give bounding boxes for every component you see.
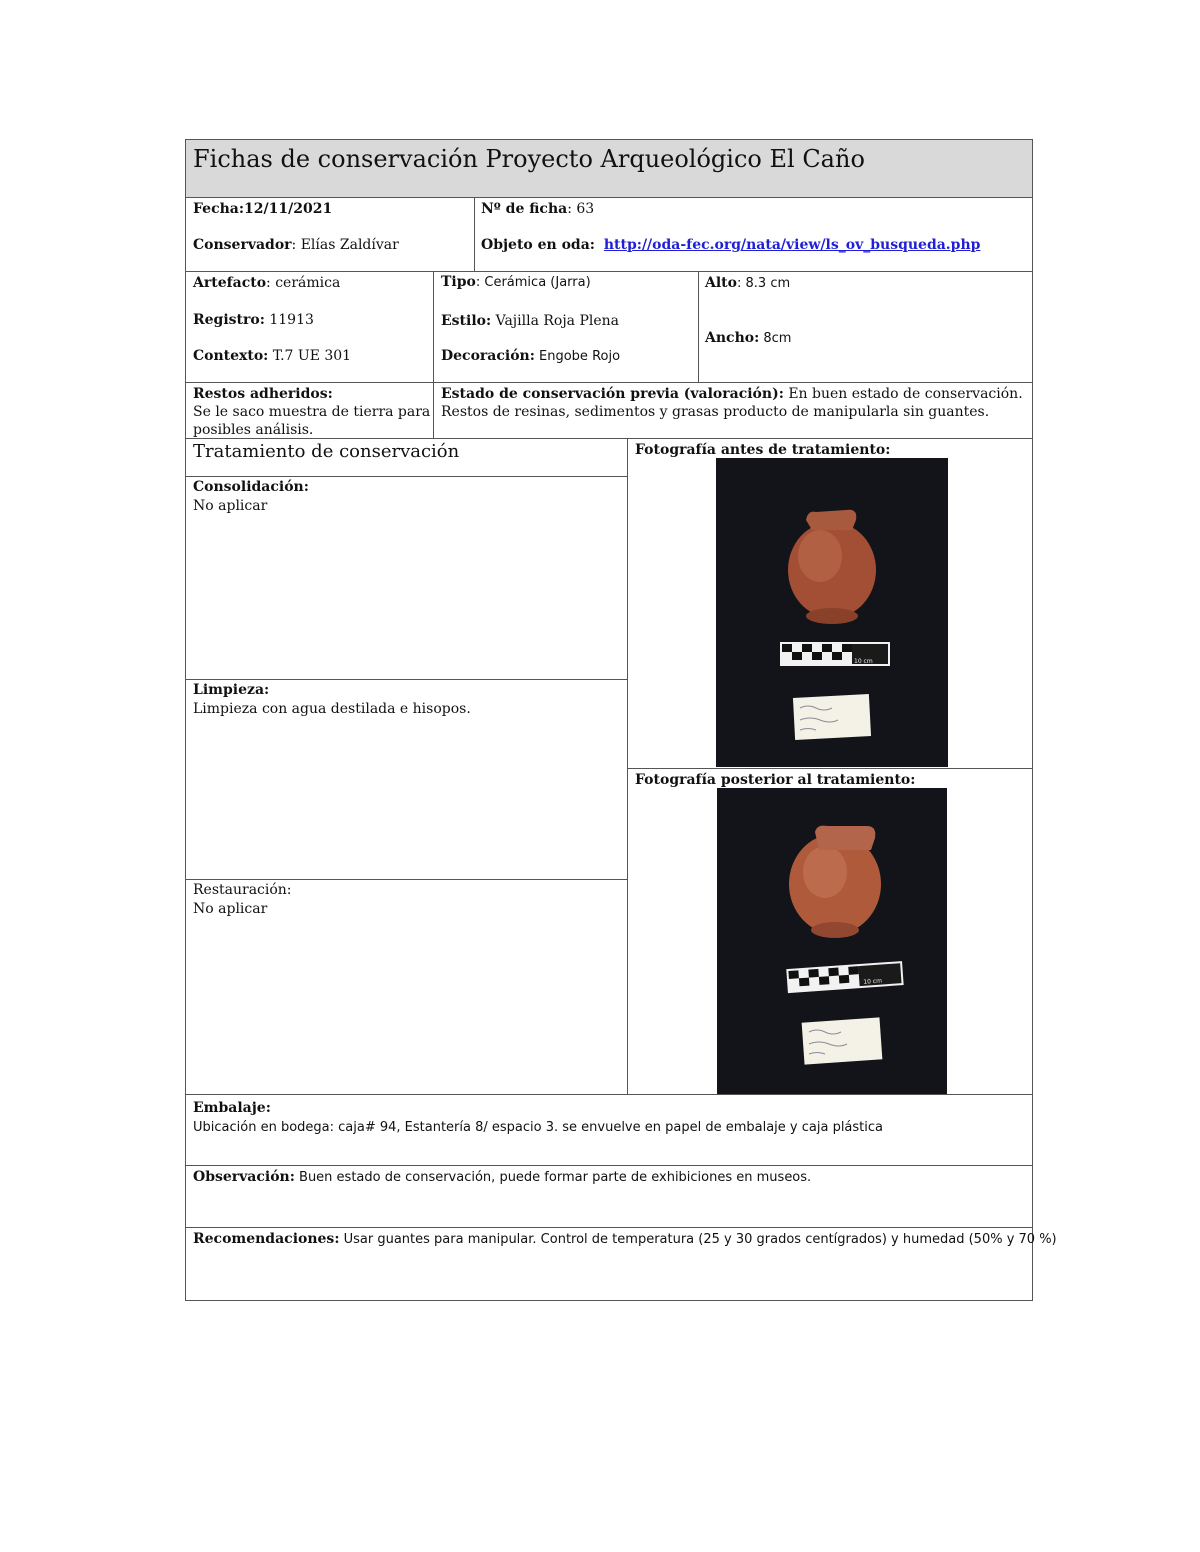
scale-label-before: 10 cm (854, 658, 873, 665)
estilo-label: Estilo: (441, 313, 492, 329)
vessel-after-image (717, 788, 947, 1094)
page-title: Fichas de conservación Proyecto Arqueológico El Caño (193, 145, 865, 173)
estado-field (441, 385, 1023, 421)
divider (698, 271, 699, 382)
ficha-label: Nº de ficha (481, 201, 568, 217)
fecha-label: Fecha: (193, 201, 245, 217)
restos-label: Restos adheridos: (193, 386, 333, 402)
tratamiento-heading: Tratamiento de conservación (193, 441, 460, 462)
divider (186, 197, 1032, 198)
alto-label: Alto (705, 275, 737, 291)
tipo-value: : Cerámica (Jarra) (475, 275, 591, 290)
restos-line1: Se le saco muestra de tierra para (193, 404, 431, 420)
embalaje-label: Embalaje: (193, 1100, 271, 1116)
recomendaciones-section (193, 1230, 1057, 1249)
scale-label-after: 10 cm (863, 977, 883, 986)
ficha-field (481, 200, 594, 219)
photo-before (716, 458, 948, 767)
estado-line2: Restos de resinas, sedimentos y grasas producto de manipularla sin guantes. (441, 404, 990, 420)
registro-value: 11913 (264, 312, 314, 328)
divider (186, 1227, 1032, 1228)
estilo-value: Vajilla Roja Plena (491, 313, 620, 329)
divider (627, 438, 628, 1094)
conservation-form (185, 139, 1057, 1301)
alto-value: : 8.3 cm (737, 276, 791, 291)
estado-value: En buen estado de conservación. (783, 386, 1023, 402)
conservador-field (193, 236, 399, 255)
estado-label: Estado de conservación previa (valoración): (441, 386, 784, 402)
observacion-value: Buen estado de conservación, puede formar parte de exhibiciones en museos. (294, 1170, 812, 1185)
consolidacion-value: No aplicar (193, 498, 268, 514)
objeto-label: Objeto en oda: (481, 237, 595, 253)
alto-field (705, 274, 790, 293)
decoracion-field (441, 347, 620, 366)
divider (186, 271, 1032, 272)
objeto-link[interactable]: http://oda-fec.org/nata/view/ls_ov_busqueda.php (603, 237, 981, 253)
divider (186, 879, 627, 880)
ancho-field (705, 329, 791, 348)
divider (433, 271, 434, 438)
embalaje-section (193, 1099, 883, 1137)
ancho-value: 8cm (759, 331, 792, 346)
photo-after (717, 788, 947, 1094)
divider (186, 679, 627, 680)
restos-field (193, 385, 430, 439)
divider (474, 197, 475, 271)
contexto-field (193, 347, 351, 366)
divider (627, 768, 1032, 769)
decoracion-value: Engobe Rojo (534, 349, 621, 364)
conservador-value: : Elías Zaldívar (291, 237, 399, 253)
divider (186, 476, 627, 477)
estilo-field (441, 312, 619, 331)
embalaje-value: Ubicación en bodega: caja# 94, Estantería 8/ espacio 3. se envuelve en papel de embalaje y caja plástica (193, 1120, 883, 1135)
tipo-field (441, 273, 591, 292)
restos-line2: posibles análisis. (193, 422, 314, 438)
restauracion-section (193, 881, 292, 919)
consolidacion-label: Consolidación: (193, 479, 309, 495)
fecha-field (193, 200, 332, 219)
registro-field (193, 311, 314, 330)
vessel-before-image (716, 458, 948, 767)
recomendaciones-value: Usar guantes para manipular. Control de temperatura (25 y 30 grados centígrados) y humedad (50% y 70 %) (339, 1232, 1057, 1247)
observacion-label: Observación: (193, 1169, 295, 1185)
recomendaciones-label: Recomendaciones: (193, 1231, 340, 1247)
conservador-label: Conservador (193, 237, 292, 253)
restauracion-value: No aplicar (193, 901, 268, 917)
artefacto-label: Artefacto (193, 275, 267, 291)
limpieza-section (193, 681, 471, 719)
divider (186, 382, 1032, 383)
artefacto-field (193, 274, 340, 293)
foto-antes-label: Fotografía antes de tratamiento: (635, 442, 891, 458)
divider (186, 1094, 1032, 1095)
fecha-value: 12/11/2021 (244, 201, 333, 217)
divider (186, 1165, 1032, 1166)
observacion-section (193, 1168, 811, 1187)
ficha-value: : 63 (567, 201, 595, 217)
limpieza-label: Limpieza: (193, 682, 270, 698)
registro-label: Registro: (193, 312, 265, 328)
limpieza-value: Limpieza con agua destilada e hisopos. (193, 701, 471, 717)
decoracion-label: Decoración: (441, 348, 535, 364)
artefacto-value: : cerámica (266, 275, 341, 291)
objeto-field (481, 236, 980, 255)
foto-despues-label: Fotografía posterior al tratamiento: (635, 772, 916, 788)
tipo-label: Tipo (441, 274, 476, 290)
contexto-value: T.7 UE 301 (268, 348, 352, 364)
ancho-label: Ancho: (705, 330, 760, 346)
contexto-label: Contexto: (193, 348, 269, 364)
restauracion-label: Restauración: (193, 882, 292, 898)
consolidacion-section (193, 478, 309, 516)
title-band (186, 140, 1032, 197)
